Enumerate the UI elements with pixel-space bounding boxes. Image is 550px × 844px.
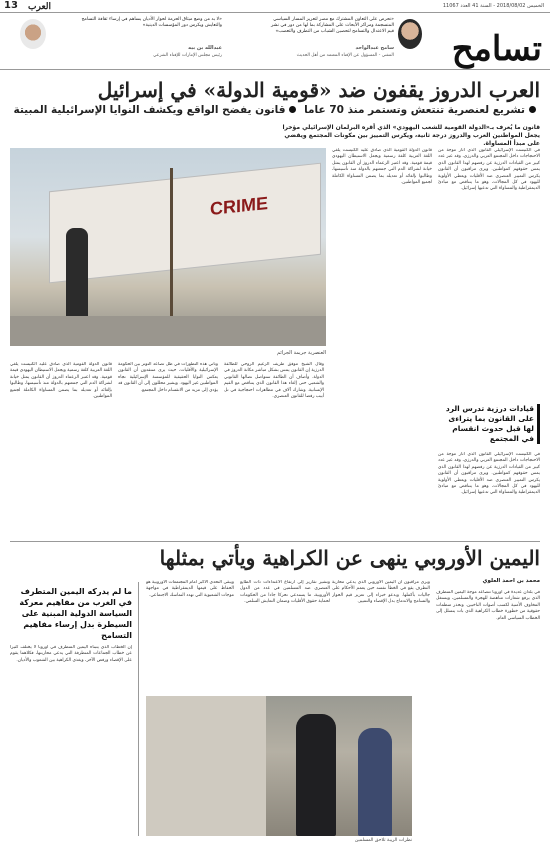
banner-word: CRIME <box>210 192 268 220</box>
masthead <box>0 0 550 13</box>
subhead-2: قانون يفضح الواقع ويكشف النوايا الإسرائيلية المبيتة <box>13 104 286 116</box>
lead-col-3: وقال الشيخ موفق طريف الزعيم الروحي للطائفة الدرزية إن القانون يمس بشكل مباشر مكانة الدروز في الدولة. وأضاف أن الطائفة ستواصل نضالها القانوني والشعبي حتى إلغاء هذا القانون الذي يتناقض مع القيم الإنسانية. وشارك آلاف في مظاهرات احتجاجية في تل أبيب رفضا للقانون العنصري. <box>224 362 324 400</box>
pull-quote: قيادات درزية تدرس الرد على القانون بما يتراءى لها قبل حدوث انقسام في المجتمع <box>445 404 534 443</box>
soldier <box>296 714 336 836</box>
lead-subheads <box>10 104 540 116</box>
lead-lede: قانون ما يُعرف بـ«الدولة القومية للشعب اليهودي» الذي أقره البرلمان الإسرائيلي مؤخرا يجعل المواطنين العرب والدروز درجة ثانية، ويكرس التمييز بين مكونات المجتمع ويقضي على مبدأ المساواة. <box>282 124 540 147</box>
quote-left-author: عبدالله بن بيه <box>188 45 222 51</box>
lead-col-2: قانون الدولة القومية الذي صادق عليه الكنيست يلغي اللغة العربية كلغة رسمية ويجعل الاستيطان اليهودي قيمة قومية. وقد اعتبر الزعماء الدروز أن القانون يمثل خيانة لشراكة الدم التي جمعتهم بالدولة منذ تأسيسها، وطالبوا بإلغائه أو تعديله بما يضمن المساواة الكاملة لجميع المواطنين. <box>332 148 432 186</box>
second-photo <box>146 696 412 836</box>
sidebar-body: إن الخطاب الذي يتبناه اليمين المتطرف في أوروبا لا يختلف كثيرا عن خطاب الجماعات المتطرفة التي يدعي محاربتها، فكلاهما يقوم على الإقصاء ورفض الآخر، ويغذي الكراهية بين الشعوب والأديان. <box>10 645 132 663</box>
lead-col-5: قانون الدولة القومية الذي صادق عليه الكنيست يلغي اللغة العربية كلغة رسمية ويجعل الاستيطان اليهودي قيمة قومية. وقد اعتبر الزعماء الدروز أن القانون يمثل خيانة لشراكة الدم التي جمعتهم بالدولة منذ تأسيسها، وطالبوا بإلغائه أو تعديله بما يضمن المساواة الكاملة لجميع المواطنين. <box>10 362 112 400</box>
lead-headline: العرب الدروز يقفون ضد «قومية الدولة» في إسرائيل <box>97 78 540 102</box>
lead-photo <box>10 148 326 346</box>
second-headline: اليمين الأوروبي ينهى عن الكراهية ويأتي بمثلها <box>159 546 540 570</box>
second-photo-caption: نظرات الريبة تلاحق المسلمين <box>354 838 412 843</box>
photo-caption: العنصرية جريمة الجرائم <box>277 350 326 356</box>
subhead-1: تشريع لعنصرية تنتعش وتستمر منذ 70 عاما <box>304 104 525 116</box>
section-title: تسامح <box>451 29 542 69</box>
protest-banner <box>50 164 320 282</box>
second-col-3: وتشير تقارير إلى ارتفاع الاعتداءات ذات الطابع العنصري ضد المسلمين في عدد من الدول الأوروبية، ما يستدعي تحركا جادا من الحكومات لحماية حقوق الأقليات وضمان التعايش السلمي. <box>240 580 330 605</box>
bullet-icon <box>289 106 296 113</box>
avatar <box>398 19 422 49</box>
lead-col-1b: في الكنيست الإسرائيلي القانون الذي أثار موجة من الاحتجاجات داخل المجتمع العربي والدرزي، وقد عبر عدد كبير من القيادات الدرزية عن رفضهم لهذا القانون الذي يمس حقوقهم كمواطنين. ويرى مراقبون أن القانون يكرس التمييز العنصري ضد الأقليات ويعطي الأولوية لليهود في كل المجالات، وهو ما يتناقض مع مبادئ الديمقراطية والمساواة التي تدعيها إسرائيل. <box>438 452 540 496</box>
paper-logo: العرب <box>28 2 52 12</box>
second-col-4: ويبقى التحدي الأكبر أمام المجتمعات الأوروبية هو الحفاظ على قيمها الديمقراطية في مواجهة موجات الشعبوية التي تهدد التماسك الاجتماعي. <box>146 580 234 598</box>
quote-left: «لا بد من وضع ميثاق الحرمة لحوار الأديان يساهم في إرساء ثقافة التسامح والتعايش ويكرس دور المؤسسات الدينية» <box>81 17 222 29</box>
second-col-2: ويرى مراقبون أن اليمين الأوروبي الذي يدعي محاربة التطرف يقع في الخطأ نفسه حين يعمم الأحكام على جاليات بأكملها. ويدعو خبراء إلى تعزيز قيم الحوار والتسامح والاندماج بدل الإقصاء والتمييز. <box>332 580 430 605</box>
lead-col-1: في الكنيست الإسرائيلي القانون الذي أثار موجة من الاحتجاجات داخل المجتمع العربي والدرزي، وقد عبر عدد كبير من القيادات الدرزية عن رفضهم لهذا القانون الذي يمس حقوقهم كمواطنين. ويرى مراقبون أن القانون يكرس التمييز العنصري ضد الأقليات ويعطي الأولوية لليهود في كل المجالات، وهو ما يتناقض مع مبادئ الديمقراطية والمساواة التي تدعيها إسرائيل. <box>438 148 540 192</box>
street <box>10 316 326 346</box>
building <box>146 696 266 836</box>
bullet-icon <box>529 106 536 113</box>
pull-quote-bar <box>537 404 540 444</box>
lead-col-4: وتأتي هذه التطورات في ظل تصاعد التوتر بين الحكومة الإسرائيلية والأقليات، حيث يرى منتقدون أن القانون يعكس النوايا الحقيقية للمؤسسة الإسرائيلية تجاه المواطنين غير اليهود. ويشير محللون إلى أن القانون قد يؤدي إلى مزيد من الانقسام داخل المجتمع. <box>118 362 218 393</box>
divider <box>10 541 540 542</box>
issue-line: الخميس 2018/08/02 - السنة 41 العدد 11067 <box>442 3 544 9</box>
byline: محمد بن احمد العلوي <box>482 578 540 584</box>
quote-right: «نحرص على التعاون المشترك مع مصر لتعزيز المسار السياسي المنسجمة ومراكز الأبحاث على المشاركة بما لها من دور في نشر قيم الاعتدال والتسامح لتحصين الشباب من التطرف والتعصب» <box>271 17 394 35</box>
second-col-1: في بلدان عديدة في أوروبا تتصاعد موجة اليمين المتطرف الذي يرفع شعارات مناهضة للهجرة والمسلمين، ويستغل المخاوف الأمنية لكسب أصوات الناخبين. وتحذر منظمات حقوقية من خطورة خطاب الكراهية الذي بات يتسلل إلى الخطاب السياسي العام. <box>436 590 540 621</box>
section-banner <box>0 13 550 70</box>
page-number: 13 <box>4 0 18 11</box>
quote-right-author: سامح عبدالواحد <box>355 45 394 51</box>
sidebar-heading: ما لم يدركه اليمين المتطرف في الغرب من مفاهيم معركة السياسة الدولية المبنية على السيطرة بدل إرساء مفاهيم التسامح <box>19 587 132 640</box>
sidebar <box>10 582 139 836</box>
avatar <box>20 19 46 49</box>
quote-right-role: المفتي - المسؤول عن الإفتاء المعتمد من أهل الحديث <box>296 53 394 58</box>
woman <box>358 728 392 836</box>
quote-left-role: رئيس مجلس الإمارات للإفتاء الشرعي <box>153 53 222 58</box>
